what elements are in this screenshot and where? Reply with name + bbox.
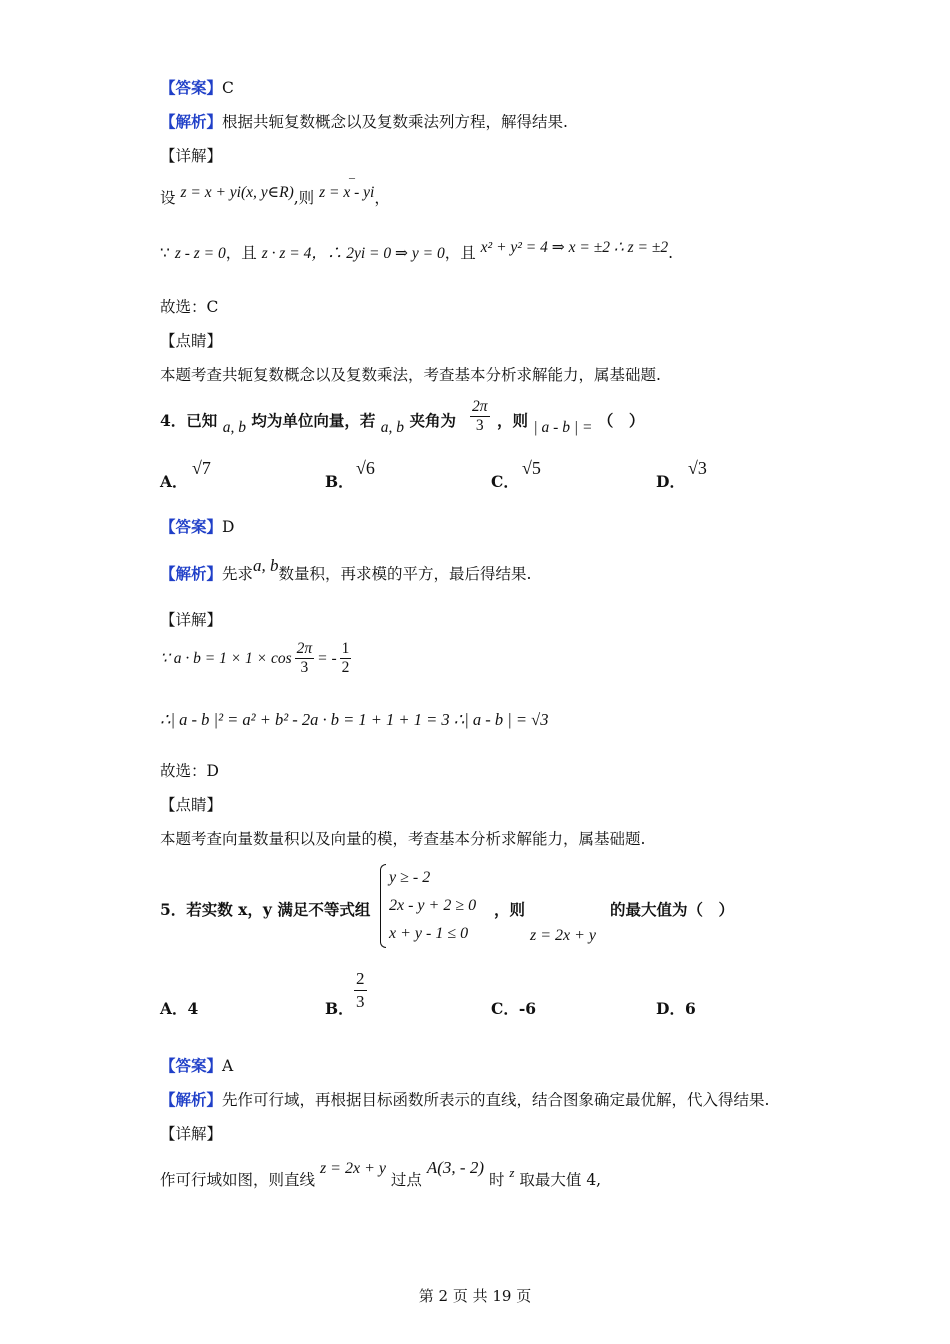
q4-analysis-line bbox=[160, 556, 532, 584]
q4-angle-frac bbox=[470, 398, 490, 435]
q5-system-brace bbox=[380, 864, 386, 948]
conj-expr: z = x - yi bbox=[319, 184, 375, 201]
conj-bar: – bbox=[349, 170, 355, 184]
option-value: 4 bbox=[187, 999, 199, 1018]
page-footer: 第 2 页 共 19 页 bbox=[418, 1287, 532, 1305]
frac-num: 2π bbox=[296, 640, 313, 657]
analysis-tag: 【解析】 bbox=[160, 564, 223, 583]
q4-comment-tag: 【点睛】 bbox=[160, 796, 223, 814]
option-label: B． bbox=[325, 472, 354, 491]
analysis-text: 先作可行域，再根据目标函数所表示的直线，结合图象确定最优解，代入得结果. bbox=[222, 1091, 770, 1109]
q4-choose: 故选：D bbox=[160, 762, 219, 780]
q4-option-c bbox=[491, 470, 519, 492]
inequality-3: x + y - 1 ≤ 0 bbox=[389, 925, 469, 942]
q5-detail-line bbox=[160, 1158, 602, 1191]
detail-line-expr: z = 2x + y bbox=[319, 1160, 386, 1177]
q4-stem3: ，则 bbox=[497, 411, 529, 430]
analysis-ab: a, b bbox=[253, 556, 279, 575]
analysis-tag: 【解析】 bbox=[160, 112, 223, 131]
option-label: C． bbox=[491, 472, 519, 491]
option-label: A． bbox=[160, 999, 188, 1018]
modulus-derivation: ∴| a - b |² = a² + b² - 2a · b = 1 + 1 + 1 = 3 ∴| a - b | = √3 bbox=[160, 710, 549, 729]
frac-den: 3 bbox=[356, 992, 365, 1011]
analysis-pre: 先求 bbox=[222, 565, 254, 583]
q5-stem-post: 的最大值为（ ） bbox=[610, 900, 735, 919]
detail-when: 时 bbox=[488, 1171, 505, 1189]
q3-choose: 故选：C bbox=[160, 298, 219, 316]
frac-num: 1 bbox=[341, 640, 350, 657]
answer-value: D bbox=[222, 518, 235, 536]
dot-product-expr: ∵ a · b = 1 × 1 × cos bbox=[160, 650, 292, 667]
inequality-1: y ≥ - 2 bbox=[389, 869, 431, 886]
q4-option-c-value: √5 bbox=[522, 458, 541, 478]
eq2: z · z = 4 bbox=[261, 245, 312, 262]
q4-comment: 本题考查向量数量积以及向量的模，考查基本分析求解能力，属基础题. bbox=[160, 830, 646, 848]
q4-option-d-value: √3 bbox=[688, 458, 707, 478]
option-label: A． bbox=[160, 472, 188, 491]
detail-post: 取最大值 4, bbox=[519, 1171, 602, 1189]
option-value: 6 bbox=[684, 999, 696, 1018]
option-label: D． bbox=[656, 999, 685, 1018]
and2: ，且 bbox=[444, 244, 476, 262]
q5-objective: z = 2x + y bbox=[530, 927, 597, 944]
q4-option-b bbox=[325, 470, 354, 492]
q4-ab: a, b bbox=[222, 419, 246, 436]
frac-den: 3 bbox=[475, 417, 484, 434]
q4-ab-2: a, b bbox=[380, 419, 405, 436]
cos-frac bbox=[295, 640, 315, 677]
q4-option-a bbox=[160, 470, 188, 492]
q5-option-a bbox=[160, 997, 198, 1019]
analysis-post: 数量积，再求模的平方，最后得结果. bbox=[278, 565, 532, 583]
frac-den: 2 bbox=[341, 659, 350, 676]
q4-stem-tail bbox=[497, 411, 645, 436]
q4-paren: （ ） bbox=[597, 411, 645, 430]
q4-option-d bbox=[656, 470, 685, 492]
q4-stem bbox=[160, 411, 456, 436]
detail-z: z bbox=[509, 1165, 515, 1180]
q4-stem2: 夹角为 bbox=[409, 411, 456, 430]
q5-option-b-frac bbox=[354, 968, 367, 1013]
q5-answer-line bbox=[160, 1056, 233, 1076]
answer-value: C bbox=[222, 79, 234, 97]
and1: ，且 bbox=[225, 244, 257, 262]
q5-option-c bbox=[491, 997, 536, 1019]
q4-detail-tag: 【详解】 bbox=[160, 611, 223, 629]
frac-num: 2 bbox=[354, 968, 367, 991]
option-value: -6 bbox=[518, 999, 537, 1018]
comma: ， bbox=[374, 189, 390, 207]
answer-value: A bbox=[222, 1057, 234, 1075]
period: . bbox=[668, 244, 674, 262]
option-label: D． bbox=[656, 472, 685, 491]
q4-abs-expr: | a - b | = bbox=[533, 419, 593, 436]
q4-detail-line1 bbox=[160, 640, 351, 677]
analysis-tag: 【解析】 bbox=[160, 1090, 223, 1109]
q5-option-d bbox=[656, 997, 696, 1019]
q3-comment: 本题考查共轭复数概念以及复数乘法，考查基本分析求解能力，属基础题. bbox=[160, 366, 661, 384]
q4-number: 4．已知 bbox=[160, 411, 218, 430]
half-frac bbox=[340, 640, 352, 677]
set-prefix: 设 bbox=[160, 189, 176, 207]
option-label: C． bbox=[491, 999, 519, 1018]
then-text: ,则 bbox=[293, 189, 315, 207]
frac-num: 2π bbox=[472, 398, 488, 415]
detail-mid: 过点 bbox=[390, 1171, 422, 1189]
frac-den: 3 bbox=[300, 659, 309, 676]
option-label: B． bbox=[325, 999, 354, 1018]
eq3: ，∴ 2yi = 0 ⇒ y = 0 bbox=[311, 245, 445, 262]
answer-tag: 【答案】 bbox=[160, 78, 223, 97]
q4-answer-line bbox=[160, 517, 234, 537]
equals-minus: = - bbox=[317, 649, 337, 667]
eq4: x² + y² = 4 ⇒ x = ±2 ∴ z = ±2 bbox=[480, 239, 669, 256]
detail-point: A(3, - 2) bbox=[426, 1158, 484, 1177]
answer-tag: 【答案】 bbox=[160, 1056, 223, 1075]
q4-stem1: 均为单位向量，若 bbox=[251, 411, 376, 430]
q3-set-line bbox=[160, 184, 390, 209]
because-symbol: ∵ bbox=[160, 244, 170, 262]
eq1: z - z = 0 bbox=[174, 245, 226, 262]
analysis-text: 根据共轭复数概念以及复数乘法列方程，解得结果. bbox=[222, 113, 568, 131]
q5-stem-pre: 5．若实数 x，y 满足不等式组 bbox=[160, 900, 371, 919]
q4-detail-line2 bbox=[160, 710, 548, 730]
q3-answer-line bbox=[160, 78, 234, 98]
q5-detail-tag: 【详解】 bbox=[160, 1125, 223, 1143]
q3-detail-tag: 【详解】 bbox=[160, 147, 223, 165]
q5-stem-mid: ，则 bbox=[494, 900, 526, 919]
q5-inequality-system bbox=[389, 864, 476, 948]
q3-analysis-line bbox=[160, 112, 568, 132]
q5-analysis-line bbox=[160, 1090, 769, 1110]
q5-option-b bbox=[325, 997, 354, 1019]
set-expr: z = x + yi(x, y∈R) bbox=[180, 184, 294, 201]
answer-tag: 【答案】 bbox=[160, 517, 223, 536]
detail-pre: 作可行域如图，则直线 bbox=[160, 1171, 316, 1189]
q3-comment-tag: 【点睛】 bbox=[160, 332, 223, 350]
q4-option-b-value: √6 bbox=[356, 458, 375, 478]
inequality-2: 2x - y + 2 ≥ 0 bbox=[389, 897, 477, 914]
q4-option-a-value: √7 bbox=[192, 458, 211, 478]
q3-derivation-line bbox=[160, 239, 674, 264]
